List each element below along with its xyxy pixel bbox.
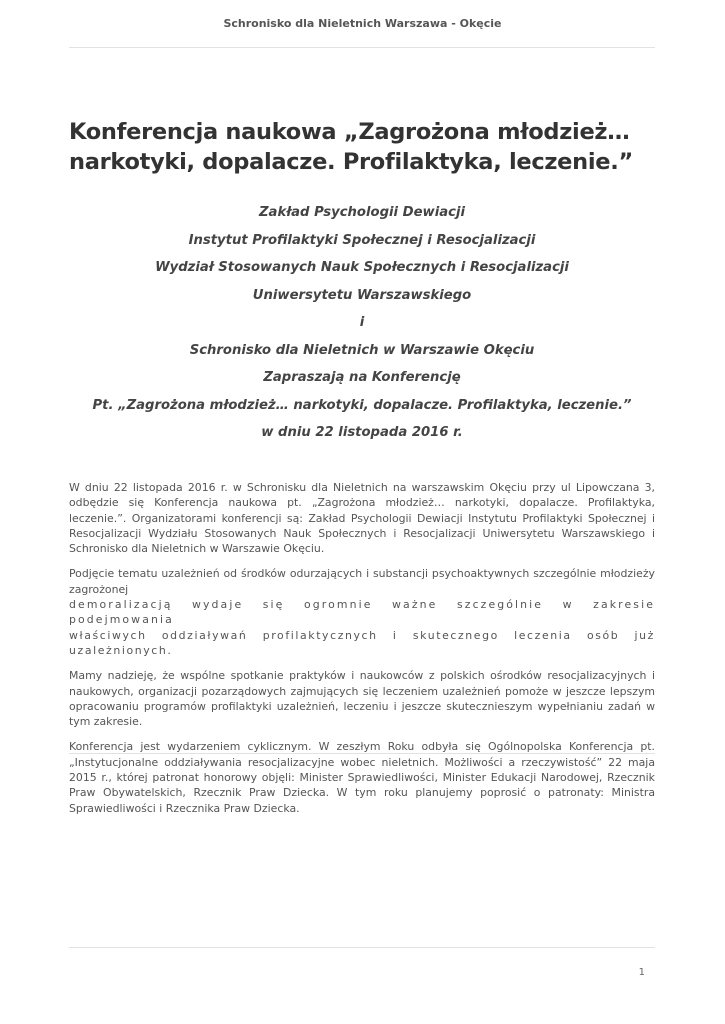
invitation-line-invite: Zapraszają na Konferencję xyxy=(263,370,461,385)
running-header: Schronisko dla Nieletnich Warszawa - Okęcie xyxy=(223,17,502,30)
invitation-line-shelter: Schronisko dla Nieletnich w Warszawie Okęciu xyxy=(189,342,535,358)
invitation-block xyxy=(69,203,655,451)
paragraph-hope: Mamy nadzieję, że wspólne spotkanie praktyków i naukowców z polskich ośrodków resocjalizacyjnych i naukowych, organizacji pozarządowych zajmujących się leczeniem uzależnień pomoże w jeszcze lepszym opracowaniu programów profilaktyki uzależnień, leczeniu i jeszcze skutecznieszym wypełnianiu zadań w tym zakresie. xyxy=(69,669,655,729)
header-divider xyxy=(69,47,655,48)
article-body xyxy=(69,480,655,826)
invitation-line-university: Uniwersytetu Warszawskiego xyxy=(252,287,472,303)
document-title xyxy=(69,117,659,177)
invitation-line-department: Zakład Psychologii Dewiacji xyxy=(258,205,465,220)
paragraph-intro: W dniu 22 listopada 2016 r. w Schronisku dla Nieletnich na warszawskim Okęciu przy ul Lipowczana 3, odbędzie się Konferencja naukowa pt. „Zagrożona młodzież… narkotyki, dopalacze. Profilaktyka, leczenie.”. Organizatorami konferencji są: Zakład Psychologii Dewiacji Instytutu Profilaktyki Społecznej i Resocjalizacji Wydziału Stosowanych Nauk Społecznych i Resocjalizacji Uniwersytetu Warszawskiego i Schronisko dla Nieletnich w Warszawie Okęciu. xyxy=(69,481,655,556)
content-divider xyxy=(69,753,655,754)
paragraph-topic-line-1: Podjęcie tematu uzależnień od środków odurzających i substancji psychoaktywnych szczególnie młodzieży zagrożonej xyxy=(69,567,655,596)
paragraph-topic-line-2: demoralizacją wydaje się ogromnie ważne szczególnie w zakresie podejmowania xyxy=(69,598,655,627)
invitation-line-and: i xyxy=(359,315,365,330)
invitation-line-date: w dniu 22 listopada 2016 r. xyxy=(261,425,463,440)
paragraph-topic xyxy=(69,566,655,658)
footer-divider xyxy=(69,947,655,948)
paragraph-cyclic: Konferencja jest wydarzeniem cyklicznym. W zeszłym Roku odbyła się Ogólnopolska Konferencja pt. „Instytucjonalne oddziaływania resocjalizacyjne wobec nieletnich. Możliwości a rzeczywistość” 22 maja 2015 r., której patronat honorowy objęli: Minister Sprawiedliwości, Minister Edukacji Narodowej, Rzecznik Praw Obywatelskich, Rzecznik Praw Dziecka. W tym roku planujemy poprosić o patronaty: Ministra Sprawiedliwości i Rzecznika Praw Dziecka. xyxy=(69,740,655,815)
invitation-line-institute: Instytut Profilaktyki Społecznej i Resocjalizacji xyxy=(188,232,536,248)
paragraph-topic-line-3: właściwych oddziaływań profilaktycznych i skutecznego leczenia osób już uzależnionych. xyxy=(69,628,655,657)
title-line-1: Konferencja naukowa „Zagrożona młodzież… xyxy=(69,119,630,145)
page-number: 1 xyxy=(638,967,645,978)
invitation-line-conference-title: Pt. „Zagrożona młodzież… narkotyki, dopalacze. Profilaktyka, leczenie.” xyxy=(92,397,632,413)
invitation-line-faculty: Wydział Stosowanych Nauk Społecznych i Resocjalizacji xyxy=(155,260,569,275)
title-line-2: narkotyki, dopalacze. Profilaktyka, leczenie.” xyxy=(69,149,633,175)
